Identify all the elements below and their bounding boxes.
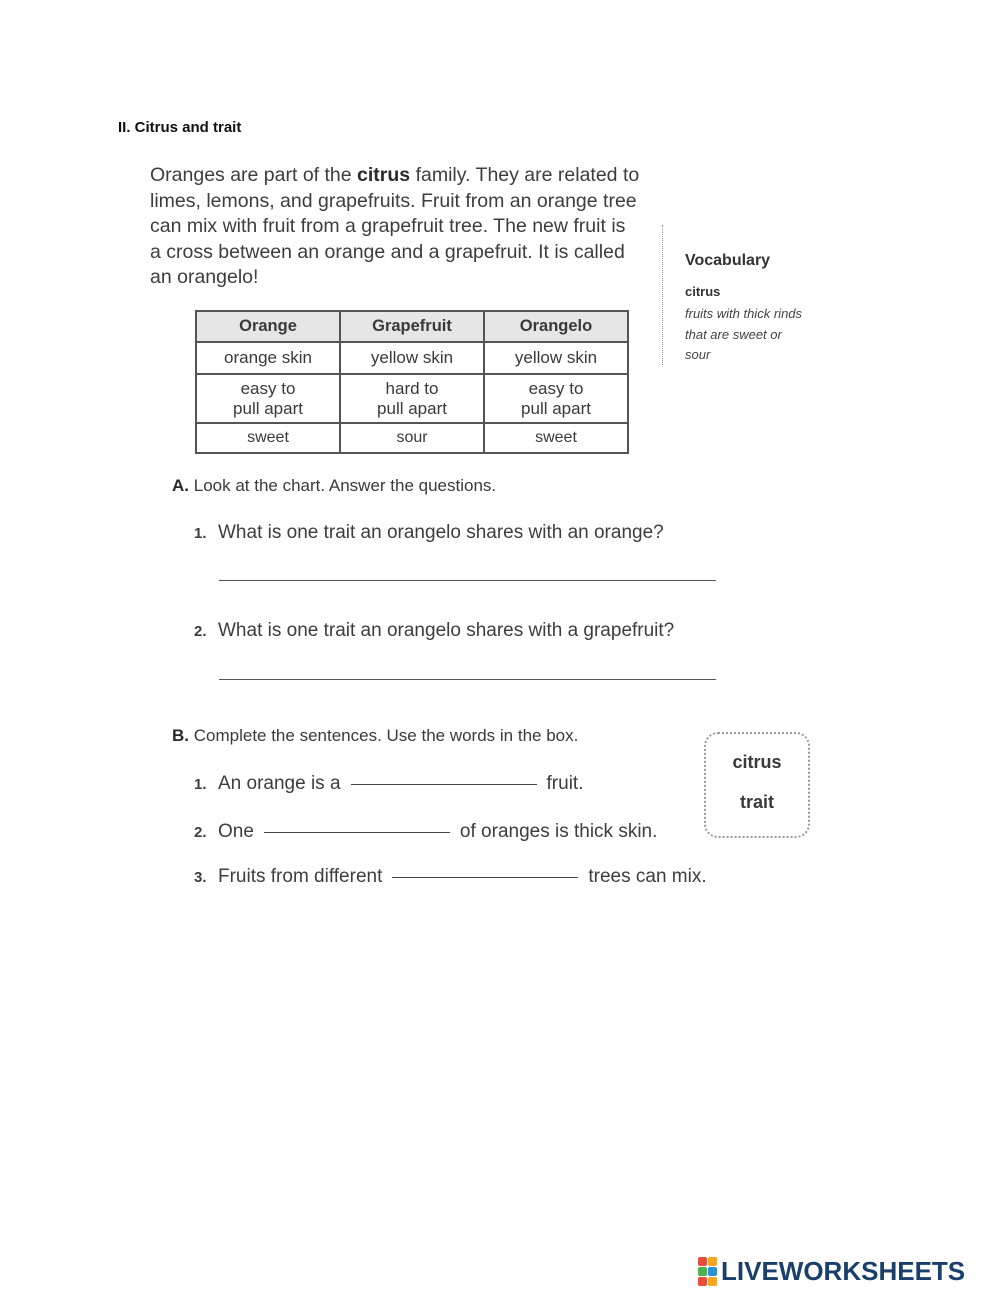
logo-block-2	[708, 1257, 717, 1266]
answer-line-a1[interactable]	[219, 580, 716, 581]
vocabulary-divider	[662, 225, 663, 365]
liveworksheets-logo	[698, 1256, 965, 1286]
logo-block-3	[698, 1267, 707, 1276]
logo-block-1	[698, 1257, 707, 1266]
table-row	[196, 374, 628, 423]
intro-bold-word: citrus	[357, 164, 411, 186]
question-number: 1.	[194, 525, 207, 542]
fill-blank-b2[interactable]	[264, 831, 450, 833]
sentence-start: One	[218, 821, 254, 842]
table-cell: orange skin	[196, 342, 340, 374]
vocabulary-title: Vocabulary	[685, 252, 771, 269]
part-a-letter: A.	[172, 476, 189, 495]
liveworksheets-logo-text: LIVEWORKSHEETS	[721, 1255, 966, 1286]
sentence-end: fruit.	[546, 773, 584, 794]
table-cell: yellow skin	[340, 342, 484, 374]
answer-line-a2[interactable]	[219, 679, 716, 680]
fill-blank-b1[interactable]	[351, 783, 537, 785]
cell-line: easy to	[528, 378, 584, 398]
fill-blank-b3[interactable]	[392, 876, 578, 878]
vocabulary-definition: fruits with thick rinds that are sweet or sour	[685, 306, 803, 362]
question-text: What is one trait an orangelo shares with an orange?	[218, 522, 664, 543]
word-bank-item: trait	[739, 792, 774, 812]
part-a-instruction	[172, 476, 496, 496]
sentence-number: 2.	[194, 824, 207, 841]
intro-text-end: family. They are related to limes, lemons, and grapefruits. Fruit from an orange tree can mix with fruit from a grapefruit tree. The new fruit is a cross between an orange and a grapefruit. It is called an orangelo!	[150, 164, 640, 288]
cell-line: pull apart	[377, 398, 447, 418]
cell-line: hard to	[385, 378, 439, 398]
intro-text-start: Oranges are part of the	[150, 164, 358, 186]
sentence-end: of oranges is thick skin.	[459, 821, 658, 842]
table-row	[196, 423, 628, 453]
intro-paragraph	[150, 163, 640, 291]
sentence-b1	[194, 773, 583, 795]
table-header-cell: Grapefruit	[340, 311, 484, 342]
logo-block-4	[708, 1267, 717, 1276]
question-a1	[194, 522, 664, 544]
table-cell: sweet	[196, 423, 340, 453]
sentence-b3	[194, 866, 707, 888]
table-header-cell: Orange	[196, 311, 340, 342]
section-heading: II. Citrus and trait	[118, 119, 242, 136]
sentence-start: Fruits from different	[218, 866, 383, 887]
table-cell	[340, 374, 484, 423]
table-cell	[196, 374, 340, 423]
question-text: What is one trait an orangelo shares with a grapefruit?	[218, 620, 675, 641]
table-row	[196, 342, 628, 374]
cell-line: pull apart	[233, 398, 303, 418]
cell-line: easy to	[240, 378, 296, 398]
table-cell: sour	[340, 423, 484, 453]
table-header-row	[196, 311, 628, 342]
part-a-text: Look at the chart. Answer the questions.	[193, 476, 497, 495]
table-header-cell: Orangelo	[484, 311, 628, 342]
word-bank-item: citrus	[732, 752, 782, 772]
question-a2	[194, 620, 674, 642]
cell-line: pull apart	[521, 398, 591, 418]
part-b-instruction	[172, 726, 578, 746]
sentence-start: An orange is a	[218, 773, 341, 794]
liveworksheets-logo-icon	[698, 1257, 718, 1285]
part-b-text: Complete the sentences. Use the words in the box.	[193, 726, 579, 745]
table-cell: sweet	[484, 423, 628, 453]
sentence-number: 3.	[194, 869, 207, 886]
fruit-trait-table	[195, 310, 629, 454]
word-bank-box	[704, 732, 810, 838]
logo-block-5	[698, 1277, 707, 1286]
sentence-number: 1.	[194, 776, 207, 793]
sentence-end: trees can mix.	[588, 866, 707, 887]
question-number: 2.	[194, 623, 207, 640]
part-b-letter: B.	[172, 726, 189, 745]
table-cell	[484, 374, 628, 423]
logo-block-6	[708, 1277, 717, 1286]
table-cell: yellow skin	[484, 342, 628, 374]
vocabulary-word: citrus	[685, 284, 721, 299]
sentence-b2	[194, 821, 657, 843]
